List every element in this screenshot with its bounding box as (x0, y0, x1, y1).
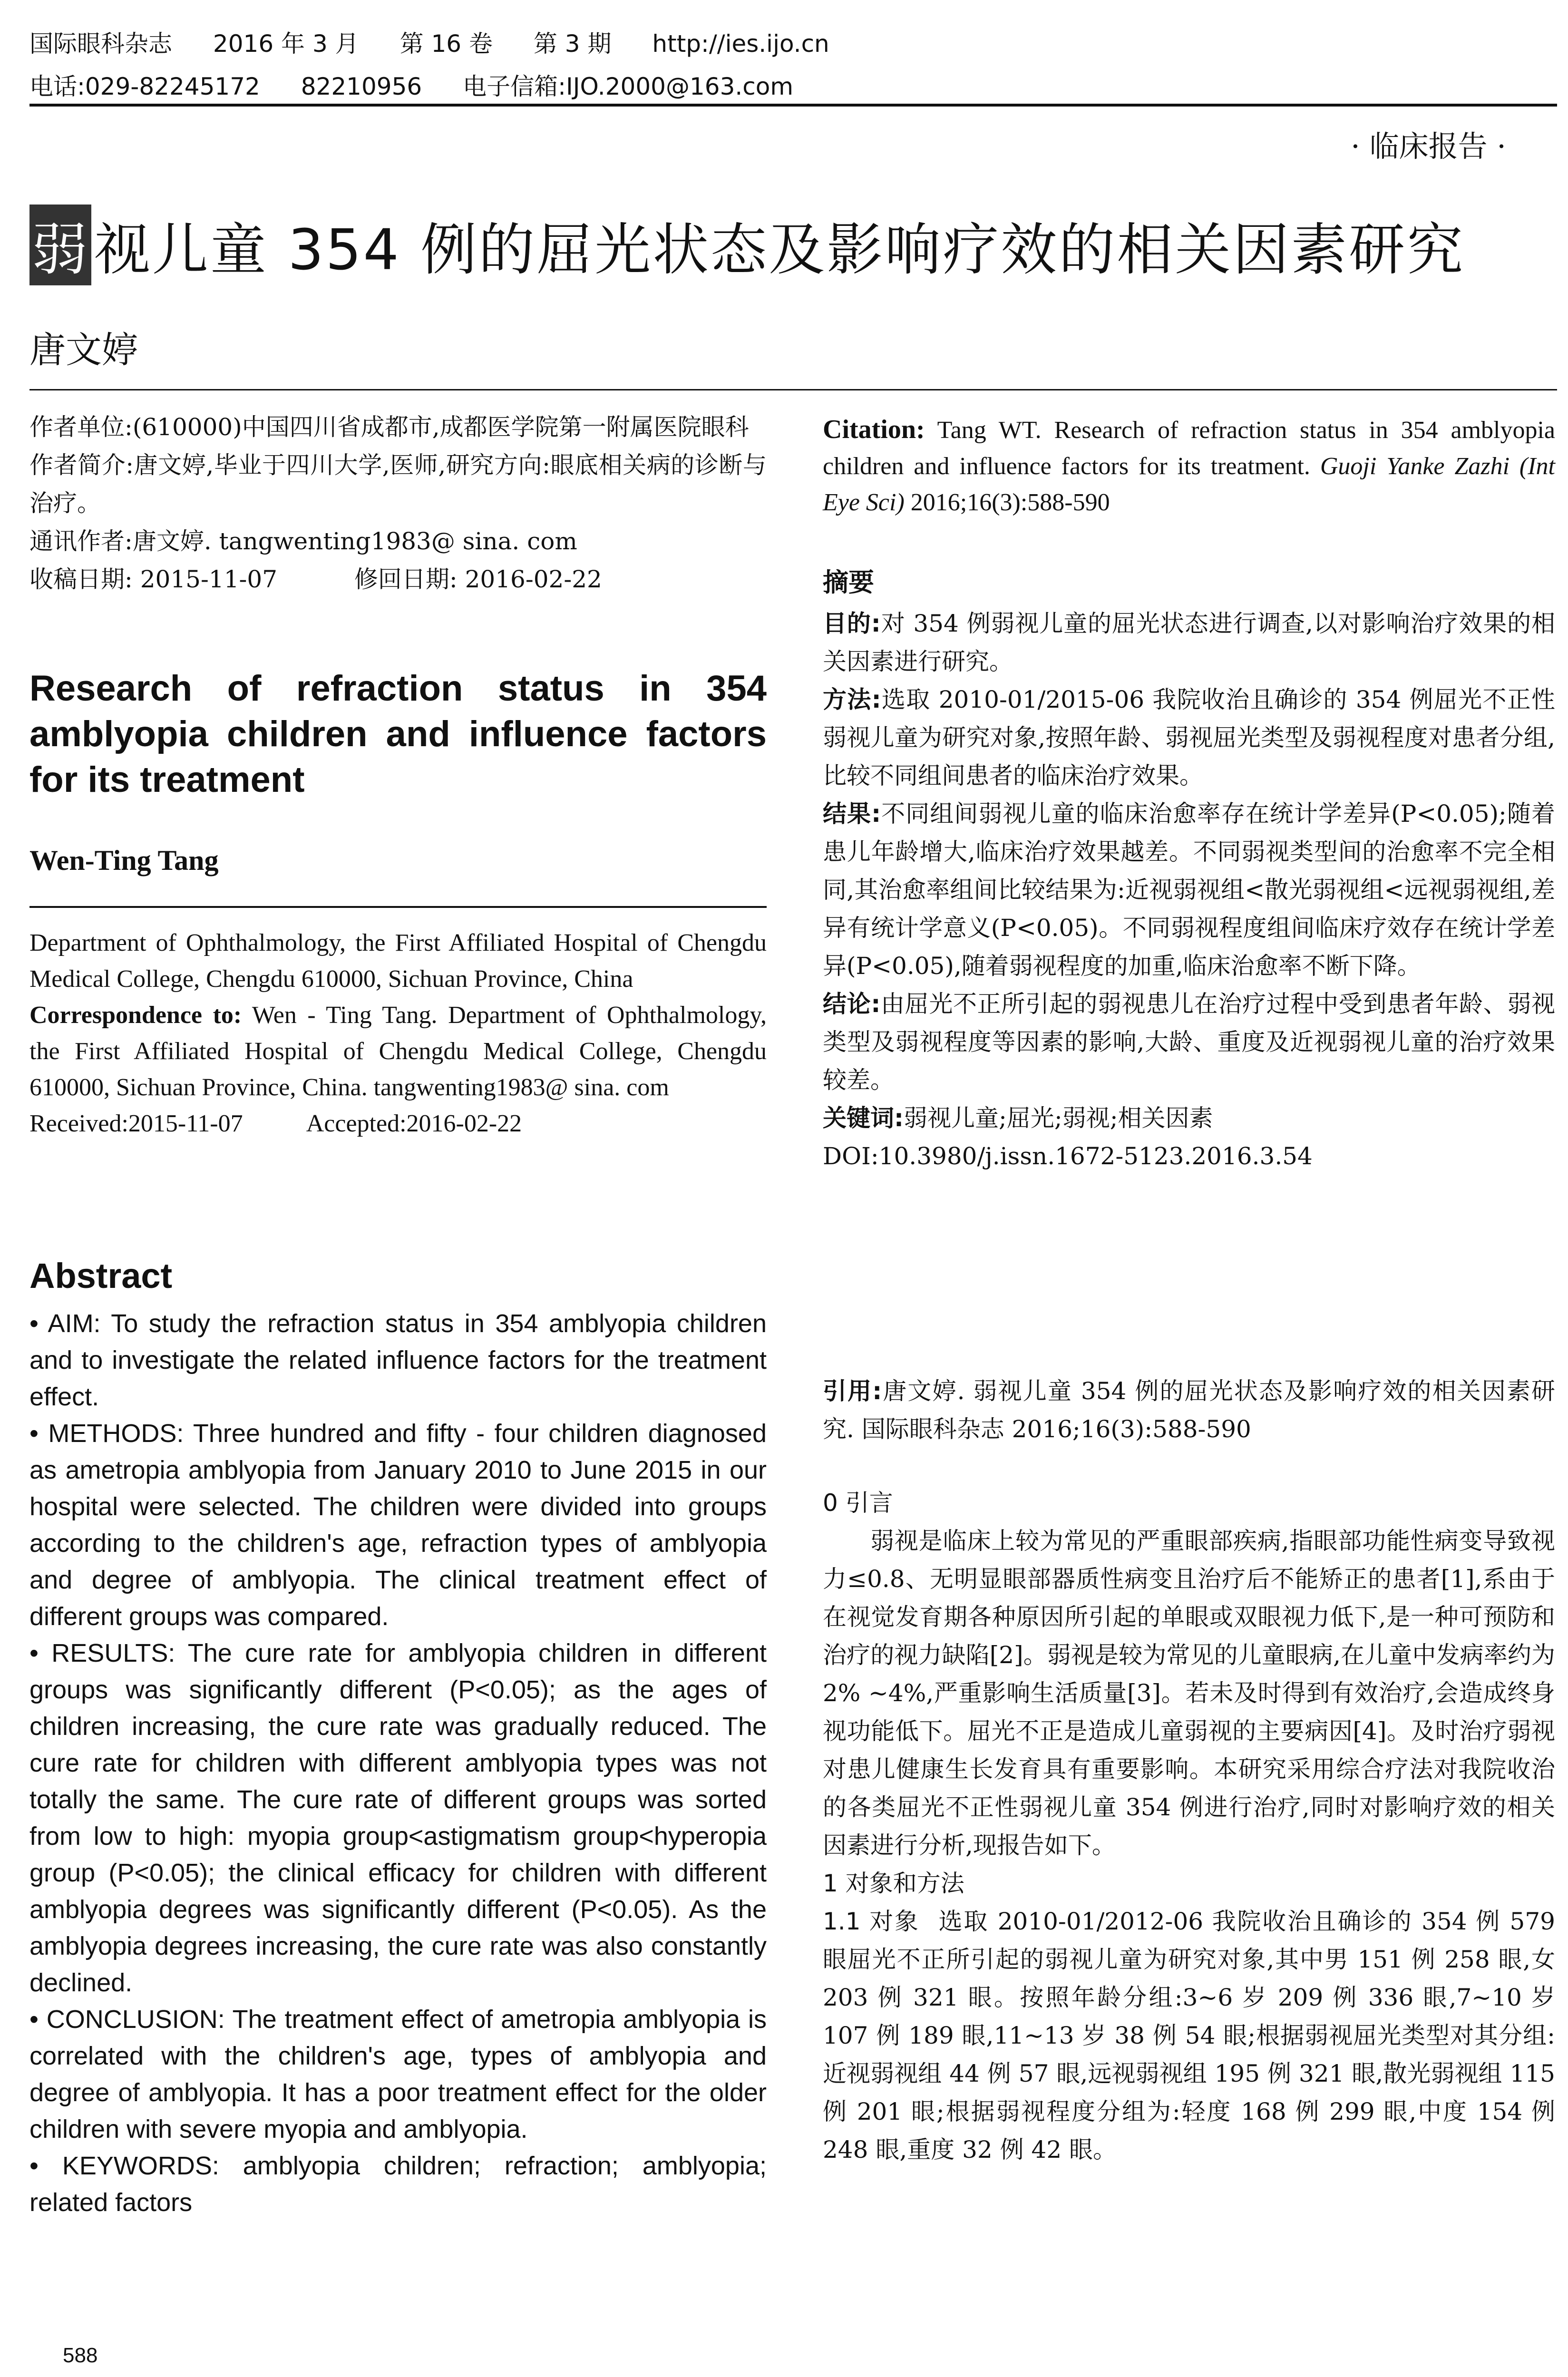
affiliation-block (29, 408, 767, 598)
correspondence-text: Wen - Ting Tang. Department of Ophthalmology, the First Affiliated Hospital of Chengdu Medical College, Chengdu 610000, Sichuan Province, China. tangwenting1983@ sina. com (29, 1002, 767, 1101)
received-date-cn: 收稿日期: 2015-11-07 (29, 565, 278, 593)
chinese-abstract (823, 564, 1555, 1175)
intro-heading: 0 引言 (823, 1489, 893, 1517)
title-first-char: 弱 (29, 205, 91, 285)
page-title (29, 205, 1465, 285)
correspondence (29, 997, 767, 1106)
title-rule (29, 389, 1557, 390)
abstract-cn-heading: 摘要 (823, 567, 874, 597)
english-title: Research of refraction status in 354 amblyopia children and influence factors for its treatment (29, 668, 767, 800)
volume: 第 16 卷 (399, 30, 493, 58)
aim-text: 对 354 例弱视儿童的屈光状态进行调查,以对影响治疗效果的相关因素进行研究。 (823, 610, 1555, 675)
dates-en (29, 1106, 767, 1142)
author-cn: 唐文婷 (29, 329, 138, 371)
citation-label: Citation: (823, 415, 925, 444)
methods-cn (823, 681, 1555, 795)
accepted-date-en: Accepted:2016-02-22 (306, 1110, 522, 1137)
abstract-results: • RESULTS: The cure rate for amblyopia children in different groups was significantly different (P<0.05); as the ages of children increasing, the cure rate was gradually reduced. The cure rate for children with different amblyopia types was not totally the same. The cure rate of different groups was sorted from low to high: myopia group<astigmatism group<hyperopia group (P<0.05); the clinical efficacy for children with different amblyopia degrees was significantly different (P<0.05). As the amblyopia degrees increasing, the cure rate was also constantly declined. (29, 1639, 767, 1997)
phone2: 82210956 (301, 73, 422, 100)
body-text (823, 1484, 1555, 2169)
revised-date-cn: 修回日期: 2016-02-22 (354, 565, 602, 593)
subjects-text: 选取 2010-01/2012-06 我院收治且确诊的 354 例 579 眼屈光不正所引起的弱视儿童为研究对象,其中男 151 例 258 眼,女 203 例 321 眼。按照年龄分组:3~6 岁 209 例 336 眼,7~10 岁 107 例 189 眼,11~13 岁 38 例 54 眼;根据弱视屈光类型对其分组:近视弱视组 44 例 57 眼,远视弱视组 195 例 321 眼,散光弱视组 115 例 201 眼;根据弱视程度分组为:轻度 168 例 299 眼,中度 154 例 248 眼,重度 32 例 42 眼。 (823, 1908, 1555, 2163)
abstract-methods: • METHODS: Three hundred and fifty - four children diagnosed as ametropia amblyopia from January 2010 to June 2015 in our hospital were selected. The children were divided into groups according to the children's age, refraction types of amblyopia and degree of amblyopia. The clinical treatment effect of different groups was compared. (29, 1419, 767, 1631)
abstract-conclusion: • CONCLUSION: The treatment effect of ametropia amblyopia is correlated with the children's age, types of amblyopia and degree of amblyopia. It has a poor treatment effect for the older children with severe myopia and amblyopia. (29, 2005, 767, 2143)
correspondence-label: Correspondence to: (29, 1002, 242, 1029)
doi[interactable]: DOI:10.3980/j.issn.1672-5123.2016.3.54 (823, 1142, 1313, 1170)
journal-header-line1 (29, 25, 863, 59)
issue-date: 2016 年 3 月 (213, 30, 359, 58)
conclusion-cn (823, 985, 1555, 1099)
dates-cn (29, 560, 767, 598)
title-rest: 视儿童 354 例的屈光状态及影响疗效的相关因素研究 (94, 217, 1465, 283)
methods-heading: 1 对象和方法 (823, 1870, 964, 1897)
abstract-heading: Abstract (29, 1256, 173, 1296)
phone: 电话:029-82245172 (29, 73, 260, 100)
author-bio: 作者简介:唐文婷,毕业于四川大学,医师,研究方向:眼底相关病的诊断与治疗。 (29, 451, 767, 517)
keywords-cn (823, 1099, 1555, 1137)
intro-paragraph: 弱视是临床上较为常见的严重眼部疾病,指眼部功能性病变导致视力≤0.8、无明显眼部器质性病变且治疗后不能矫正的患者[1],系由于在视觉发育期各种原因所引起的单眼或双眼视力低下,是一种可预防和治疗的视力缺陷[2]。弱视是较为常见的儿童眼病,在儿童中发病率约为 2% ~4%,严重影响生活质量[3]。若未及时得到有效治疗,会造成终身视功能低下。屈光不正是造成儿童弱视的主要病因[4]。及时治疗弱视对患儿健康生长发育具有重要影响。本研究采用综合疗法对我院收治的各类屈光不正性弱视儿童 354 例进行治疗,同时对影响疗效的相关因素进行分析,现报告如下。 (823, 1527, 1555, 1859)
methods-text: 选取 2010-01/2015-06 我院收治且确诊的 354 例屈光不正性弱视儿童为研究对象,按照年龄、弱视屈光类型及弱视程度对患者分组,比较不同组间患者的临床治疗效果。 (823, 686, 1555, 789)
header-rule (29, 104, 1557, 107)
cite-cn-text: 唐文婷. 弱视儿童 354 例的屈光状态及影响疗效的相关因素研究. 国际眼科杂志 2016;16(3):588-590 (823, 1377, 1555, 1443)
english-abstract (29, 1305, 767, 2221)
citation-tail: 2016;16(3):588-590 (910, 489, 1110, 516)
email[interactable]: 电子信箱:IJO.2000@163.com (463, 73, 794, 100)
received-date-en: Received:2015-11-07 (29, 1110, 243, 1137)
journal-name: 国际眼科杂志 (29, 30, 172, 58)
issue-number: 第 3 期 (533, 30, 612, 58)
page-number: 588 (63, 2344, 98, 2367)
citation-en (823, 411, 1555, 521)
english-affiliation (29, 925, 767, 1142)
section-label: · 临床报告 · (1351, 129, 1506, 164)
methods-label: 方法: (823, 686, 881, 713)
conclusion-label: 结论: (823, 990, 881, 1018)
journal-url[interactable]: http://ies.ijo.cn (652, 30, 829, 58)
citation-journal: Guoji Yanke Zazhi (Int Eye Sci) (823, 453, 1555, 516)
english-author: Wen-Ting Tang (29, 845, 219, 876)
author-rule (29, 906, 767, 908)
subjects-label: 1.1 对象 (823, 1908, 920, 1935)
citation-cn (823, 1372, 1555, 1448)
results-cn (823, 795, 1555, 985)
keywords-text: 弱视儿童;屈光;弱视;相关因素 (904, 1104, 1213, 1132)
corresponding-author: 通讯作者:唐文婷. tangwenting1983@ sina. com (29, 527, 577, 555)
conclusion-text: 由屈光不正所引起的弱视患儿在治疗过程中受到患者年龄、弱视类型及弱视程度等因素的影响,大龄、重度及近视弱视儿童的治疗效果较差。 (823, 990, 1556, 1094)
abstract-keywords: • KEYWORDS: amblyopia children; refraction; amblyopia; related factors (29, 2152, 767, 2217)
affiliation: 作者单位:(610000)中国四川省成都市,成都医学院第一附属医院眼科 (29, 413, 749, 441)
citation-text: Tang WT. Research of refraction status in 354 amblyopia children and influence factors for its treatment. (823, 417, 1555, 480)
aim-cn (823, 604, 1555, 681)
results-label: 结果: (823, 800, 881, 828)
department: Department of Ophthalmology, the First Affiliated Hospital of Chengdu Medical College, Chengdu 610000, Sichuan Province, China (29, 929, 767, 993)
journal-header-line2 (29, 68, 827, 102)
keywords-label: 关键词: (823, 1104, 904, 1132)
cite-cn-label: 引用: (823, 1377, 882, 1405)
results-text: 不同组间弱视儿童的临床治愈率存在统计学差异(P<0.05);随着患儿年龄增大,临床治疗效果越差。不同弱视类型间的治愈率不完全相同,其治愈率组间比较结果为:近视弱视组<散光弱视组<远视弱视组,差异有统计学意义(P<0.05)。不同弱视程度组间临床疗效存在统计学差异(P<0.05),随着弱视程度的加重,临床治愈率不断下降。 (823, 800, 1555, 980)
aim-label: 目的: (823, 610, 881, 637)
subjects-paragraph (823, 1902, 1555, 2169)
abstract-aim: • AIM: To study the refraction status in 354 amblyopia children and to investigate the related influence factors for the treatment effect. (29, 1309, 767, 1411)
